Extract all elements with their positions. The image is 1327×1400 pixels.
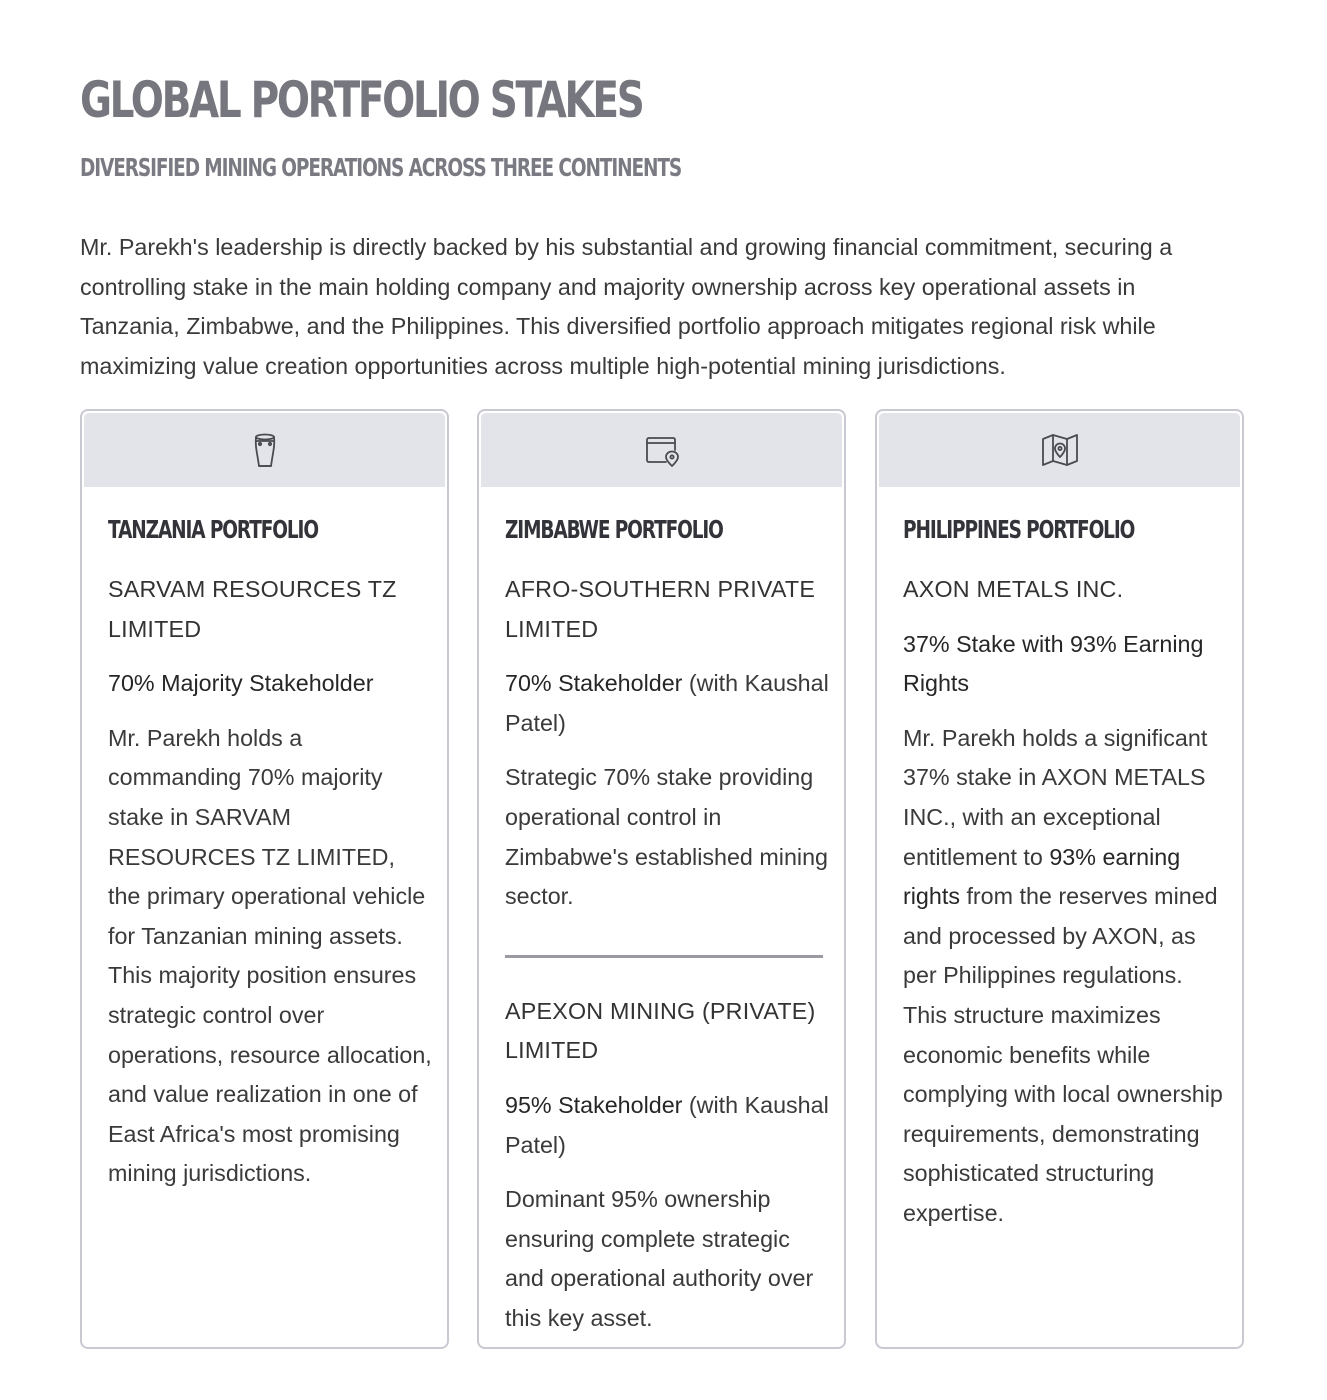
stake-highlight: 70% Stakeholder [505,670,683,697]
card-description: Strategic 70% stake providing operational control in Zimbabwe's established mining sector. [505,764,828,910]
portfolio-cards [80,409,1250,1354]
card-body [505,510,830,1339]
card-description: Dominant 95% ownership ensuring complete strategic and operational authority over this key asset. [505,1186,814,1331]
company-name: SARVAM RESOURCES TZ LIMITED [108,576,397,642]
description-text: from the reserves mined and processed by AXON, as per Philippines regulations. This structure maximizes economic benefits while complying with local ownership requirements, demonstrating sophisticated structuring expertise. [903,883,1223,1226]
card-description [903,719,1228,1234]
card-body [903,510,1228,1234]
company-name: AFRO-SOUTHERN PRIVATE LIMITED [505,576,816,642]
stake-summary [505,664,830,743]
drum-icon [245,430,285,470]
description-text: Mr. Parekh holds a significant 37% stake in AXON METALS INC., with an exceptional entitlement to [903,724,1208,870]
intro-paragraph: Mr. Parekh's leadership is directly backed by his substantial and growing financial commitment, securing a controlling stake in the main holding company and majority ownership across key operational assets in Tanzania, Zimbabwe, and the Philippines. This diversified portfolio approach mitigates regional risk while maximizing value creation opportunities across multiple high-potential mining jurisdictions. [80,234,1173,379]
card-body [108,510,433,1194]
browser-location-icon [642,430,682,470]
stake-highlight: 37% Stake with 93% Earning Rights [903,630,1204,697]
stake-highlight: 95% Stakeholder [505,1091,683,1118]
stake-note: (with Kaushal Patel) [505,1091,829,1158]
tanzania-card [80,409,449,1349]
stake-summary [903,625,1228,704]
philippines-card [875,409,1244,1349]
stake-note: (with Kaushal Patel) [505,670,829,736]
stake-summary [108,664,433,704]
card-title: ZIMBABWE PORTFOLIO [505,515,723,544]
card-title: TANZANIA PORTFOLIO [108,515,318,544]
zimbabwe-card [477,409,846,1349]
card-header [481,413,842,487]
card-header [84,413,445,487]
page-subtitle: DIVERSIFIED MINING OPERATIONS ACROSS THREE CONTINENTS [80,153,682,182]
company-name: AXON METALS INC. [903,576,1124,602]
card-description: Mr. Parekh holds a commanding 70% majority stake in SARVAM RESOURCES TZ LIMITED, the primary operational vehicle for Tanzanian mining assets. This majority position ensures strategic control over operations, resource allocation, and value realization in one of East Africa's most promising mining jurisdictions. [108,724,432,1187]
page-title: GLOBAL PORTFOLIO STAKES [80,71,643,129]
map-pin-icon [1040,430,1080,470]
card-header [879,413,1240,487]
stake-summary [505,1086,830,1165]
divider [505,955,823,958]
company-name: APEXON MINING (PRIVATE) LIMITED [505,997,816,1064]
card-title: PHILIPPINES PORTFOLIO [903,515,1135,544]
description-highlight: 93% earning rights [903,843,1181,910]
stake-highlight: 70% Majority Stakeholder [108,670,374,697]
